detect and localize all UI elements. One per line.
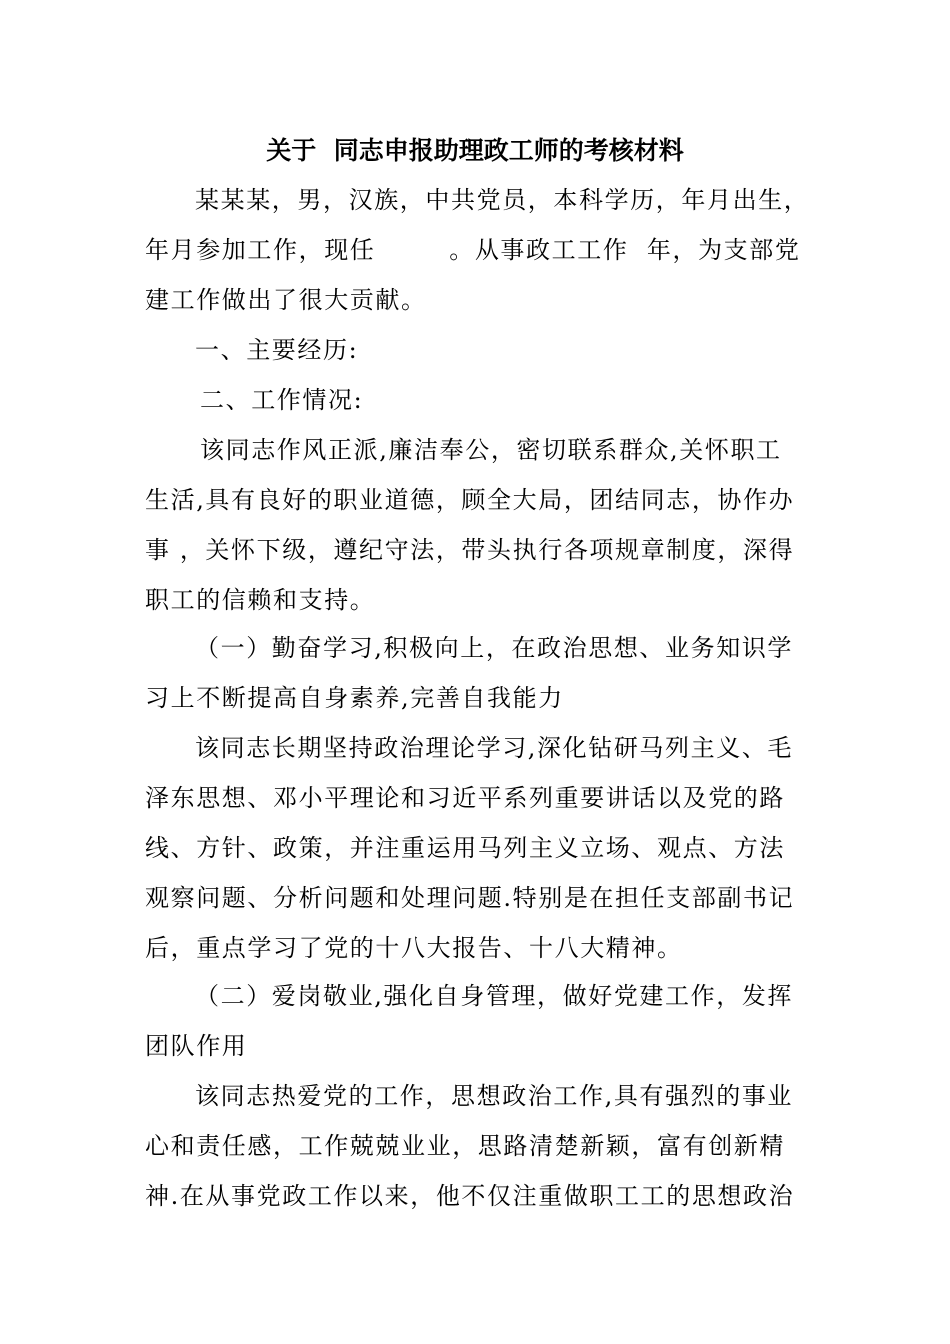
subsection-heading: 习上不断提高自身素养,完善自我能力 <box>145 684 564 712</box>
paragraph-line: 后，重点学习了党的十八大报告、十八大精神。 <box>145 934 683 962</box>
paragraph-line: 建工作做出了很大贡献。 <box>145 286 427 314</box>
paragraph-line: 线、方针、政策，并注重运用马列主义立场、观点、方法 <box>145 834 785 862</box>
section-heading: 一、主要经历: <box>195 336 359 364</box>
paragraph-line: 年月参加工作，现任 。从事政工工作 年，为支部党 <box>145 236 801 264</box>
document-title: 关于 同志申报助理政工师的考核材料 <box>266 136 684 165</box>
subsection-heading: （一）勤奋学习,积极向上，在政治思想、业务知识学 <box>195 634 794 662</box>
paragraph-line: 生活,具有良好的职业道德，顾全大局，团结同志，协作办 <box>145 486 795 514</box>
paragraph-line: 泽东思想、邓小平理论和习近平系列重要讲话以及党的路 <box>145 784 785 812</box>
subsection-heading: （二）爱岗敬业,强化自身管理，做好党建工作，发挥 <box>195 982 794 1010</box>
paragraph-line: 职工的信赖和支持。 <box>145 586 376 614</box>
paragraph-line: 事 ，关怀下级，遵纪守法，带头执行各项规章制度，深得 <box>145 536 795 564</box>
paragraph-line: 某某某，男，汉族，中共党员，本科学历，年月出生， <box>195 186 810 214</box>
paragraph-line: 该同志长期坚持政治理论学习,深化钻研马列主义、毛 <box>195 734 794 762</box>
paragraph-line: 神.在从事党政工作以来，他不仅注重做职工工的思想政治 <box>145 1182 795 1210</box>
paragraph-line: 心和责任感，工作兢兢业业，思路清楚新颖，富有创新精 <box>145 1132 785 1160</box>
paragraph-line: 观察问题、分析问题和处理问题.特别是在担任支部副书记 <box>145 884 795 912</box>
paragraph-line: 该同志作风正派,廉洁奉公，密切联系群众,关怀职工 <box>200 436 782 464</box>
paragraph-line: 该同志热爱党的工作，思想政治工作,具有强烈的事业 <box>195 1082 794 1110</box>
section-heading: 二、工作情况: <box>200 386 364 414</box>
subsection-heading: 团队作用 <box>145 1032 248 1060</box>
